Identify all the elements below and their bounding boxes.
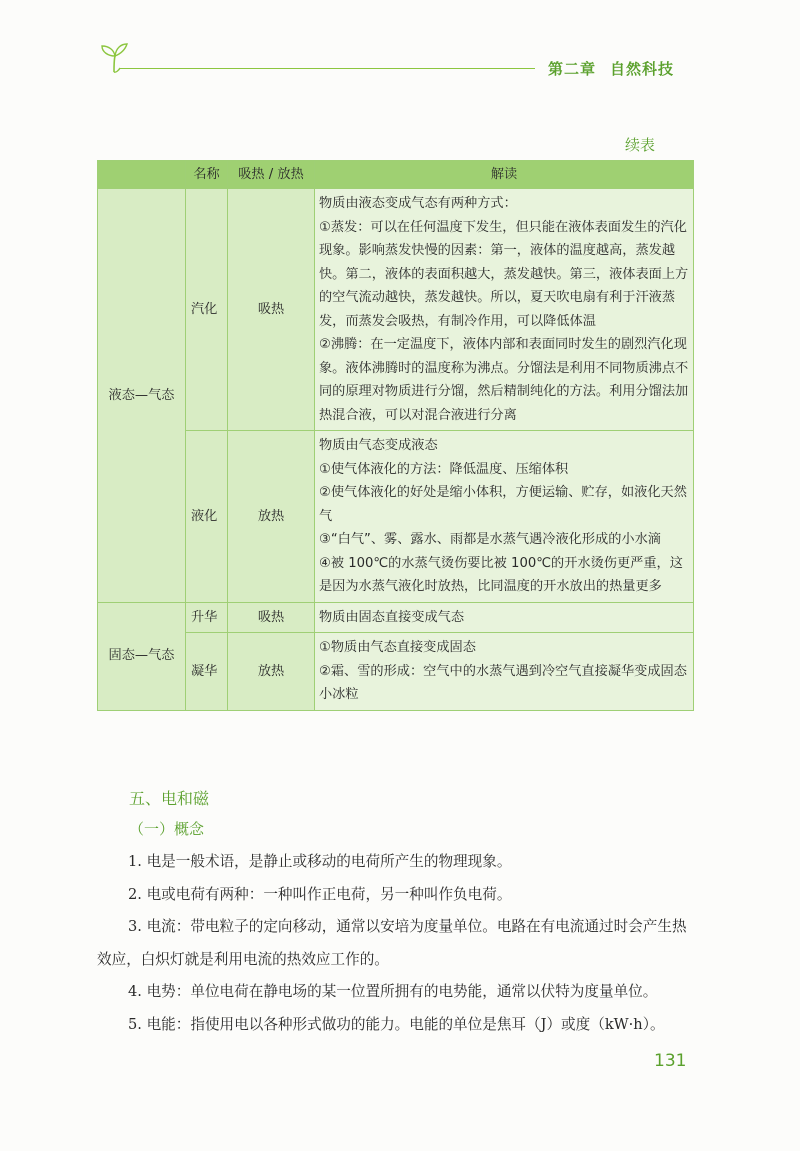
desc-line: ②使气体液化的好处是缩小体积，方便运输、贮存，如液化天然气 (319, 485, 687, 524)
table-row (98, 189, 694, 431)
desc-line: ①使气体液化的方法：降低温度、压缩体积 (319, 461, 569, 477)
heat-cell: 吸热 (228, 189, 315, 431)
header-cell-desc: 解读 (315, 161, 694, 189)
name-cell: 液化 (186, 431, 228, 603)
section-subtitle: （一）概念 (129, 820, 205, 838)
section-title: 五、电和磁 (129, 789, 210, 808)
table-row (98, 602, 694, 633)
desc-line: ④被 100℃的水蒸气烫伤要比被 100℃的开水烫伤更严重，这是因为水蒸气液化时放热，比同温度的开水放出的热量更多 (319, 555, 683, 594)
table-row (98, 431, 694, 603)
paragraph: 4. 电势：单位电荷在静电场的某一位置所拥有的电势能，通常以伏特为度量单位。 (128, 983, 658, 1000)
page-number: 131 (654, 1051, 687, 1071)
header-rule (120, 68, 535, 69)
table-row (98, 633, 694, 711)
heat-cell: 放热 (228, 633, 315, 711)
sprout-logo-icon (94, 42, 134, 76)
desc-line: 物质由气态变成液态 (319, 438, 438, 453)
name-cell: 汽化 (186, 189, 228, 431)
desc-cell (315, 431, 694, 603)
chapter-title: 自然科技 (610, 60, 675, 78)
desc-cell (315, 602, 694, 633)
heat-cell: 放热 (228, 431, 315, 603)
chapter-label: 第二章 (548, 60, 597, 78)
desc-line: 物质由固态直接变成气态 (319, 609, 465, 625)
header-cell-name: 名称 (186, 161, 228, 189)
paragraph: 1. 电是一般术语，是静止或移动的电荷所产生的物理现象。 (128, 853, 512, 870)
state-cell: 液态—气态 (98, 189, 186, 603)
paragraph: 3. 电流：带电粒子的定向移动，通常以安培为度量单位。电路在有电流通过时会产生热效应，白炽灯就是利用电流的热效应工作的。 (97, 918, 687, 968)
desc-line: ③“白气”、雾、露水、雨都是水蒸气遇冷液化形成的小水滴 (319, 532, 661, 547)
header-cell-blank (98, 161, 186, 189)
continued-label: 续表 (625, 136, 656, 154)
header-cell-heat: 吸热 / 放热 (228, 161, 315, 189)
table-header-row (98, 161, 694, 189)
desc-cell (315, 633, 694, 711)
desc-line: 物质由液态变成气态有两种方式： (319, 196, 517, 211)
name-cell: 升华 (186, 602, 228, 633)
paragraph: 2. 电或电荷有两种：一种叫作正电荷，另一种叫作负电荷。 (128, 885, 512, 903)
desc-line: ①蒸发：可以在任何温度下发生，但只能在液体表面发生的汽化现象。影响蒸发快慢的因素：第一，液体的温度越高，蒸发越快。第二，液体的表面积越大，蒸发越快。第三，液体表面上方的空气流动越快，蒸发越快。所以，夏天吹电扇有利于汗液蒸发，而蒸发会吸热，有制冷作用，可以降低体温 (319, 219, 689, 329)
state-change-table (97, 160, 694, 711)
state-cell: 固态—气态 (98, 602, 186, 710)
heat-cell: 吸热 (228, 602, 315, 633)
paragraph: 5. 电能：指使用电以各种形式做功的能力。电能的单位是焦耳（J）或度（kW·h）。 (128, 1015, 665, 1033)
desc-cell (315, 189, 694, 431)
desc-line: ②沸腾：在一定温度下，液体内部和表面同时发生的剧烈汽化现象。液体沸腾时的温度称为沸点。分馏法是利用不同物质沸点不同的原理对物质进行分馏，然后精制纯化的方法。利用分馏法加热混合液，可以对混合液进行分离 (319, 337, 689, 423)
desc-line: ①物质由气态直接变成固态 (319, 640, 476, 655)
chapter-header (548, 58, 674, 79)
body-text (97, 846, 697, 1041)
name-cell: 凝华 (186, 633, 228, 711)
desc-line: ②霜、雪的形成：空气中的水蒸气遇到冷空气直接凝华变成固态小冰粒 (319, 663, 687, 702)
